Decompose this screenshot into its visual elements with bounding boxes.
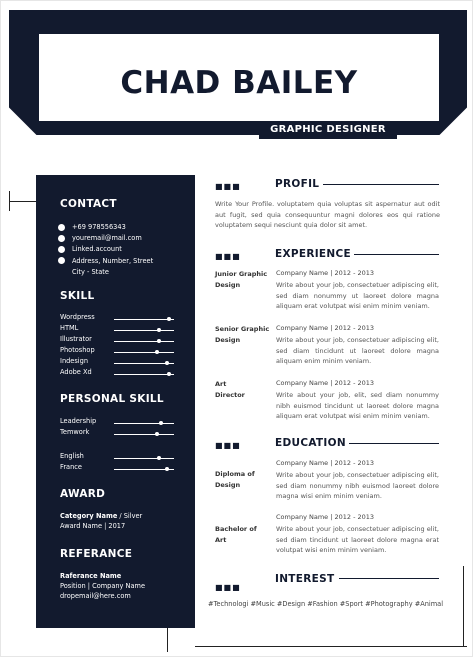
award-details <box>60 511 142 531</box>
skill-row <box>60 452 180 463</box>
skill-level-knob <box>167 317 171 321</box>
skill-track <box>114 330 174 331</box>
experience-role: Art Director <box>215 380 245 399</box>
referance-title: REFERANCE <box>60 548 133 560</box>
dots-icon: ■■■ <box>215 583 241 592</box>
contact-title: CONTACT <box>60 198 117 210</box>
referance-name: Raferance Name <box>60 572 122 580</box>
skill-label: Adobe Xd <box>60 368 92 376</box>
profil-title: PROFIL <box>275 178 320 190</box>
skill-level-knob <box>157 328 161 332</box>
experience-meta: Company Name | 2012 - 2013 <box>276 379 375 387</box>
skill-label: English <box>60 452 84 460</box>
personal-skill-title: PERSONAL SKILL <box>60 393 164 405</box>
skill-row <box>60 335 180 346</box>
address-line-1: Address, Number, Street <box>72 257 154 265</box>
dots-icon: ■■■ <box>215 182 241 191</box>
address-line-2: City - State <box>72 267 109 276</box>
skill-row <box>60 428 180 439</box>
education-degree: Diploma of Design <box>215 470 255 489</box>
education-meta: Company Name | 2012 - 2013 <box>276 459 375 467</box>
candidate-name: CHAD BAILEY <box>120 65 358 101</box>
experience-title: EXPERIENCE <box>275 248 351 260</box>
skill-level-knob <box>155 350 159 354</box>
location-icon <box>58 257 65 264</box>
interest-tags: #Technologi #Music #Design #Fashion #Sport #Photography #Animal <box>208 600 444 608</box>
skill-row <box>60 417 180 428</box>
email-icon <box>58 235 65 242</box>
experience-desc: Write about your job, consectetuer adipiscing elit, sed diam tincidunt ut laoreet dolore magna aliquam enim minim veniam. <box>276 336 439 366</box>
skill-row <box>60 346 180 357</box>
skill-label: Temwork <box>60 428 90 436</box>
skill-row <box>60 357 180 368</box>
skill-row <box>60 368 180 379</box>
experience-desc: Write about your job, elit, sed diam nonummy nibh euismod tincidunt ut laoreet dolore magna aliquam erat volutpat wisi enim minim veniam. <box>276 391 439 421</box>
skill-row <box>60 313 180 324</box>
education-desc: Write about your job, consectetuer adipiscing elit, sed diam nonummy nibh euismod laoreet dolore magna wisi enim minim veniam. <box>276 471 439 501</box>
skill-label: HTML <box>60 324 79 332</box>
skill-track <box>114 423 174 424</box>
education-meta: Company Name | 2012 - 2013 <box>276 513 375 521</box>
right-accent-line <box>463 566 464 646</box>
skill-level-knob <box>165 467 169 471</box>
award-category: Category Name <box>60 512 118 520</box>
skill-label: Wordpress <box>60 313 95 321</box>
skill-track <box>114 341 174 342</box>
email-text: youremail@mail.com <box>72 234 142 242</box>
skill-row <box>60 324 180 335</box>
referance-email: dropemail@here.com <box>60 592 131 600</box>
skill-level-knob <box>157 456 161 460</box>
phone-text: +69 978556343 <box>72 223 126 231</box>
contact-address <box>58 256 153 277</box>
experience-meta: Company Name | 2012 - 2013 <box>276 269 375 277</box>
experience-meta: Company Name | 2012 - 2013 <box>276 324 375 332</box>
experience-role: Senior Graphic Design <box>215 325 270 344</box>
skill-track <box>114 374 174 375</box>
bottom-rule <box>195 646 467 647</box>
referance-details <box>60 571 145 601</box>
skill-level-knob <box>155 432 159 436</box>
award-title: AWARD <box>60 488 106 500</box>
experience-role: Junior Graphic Design <box>215 270 268 289</box>
skill-track <box>114 352 174 353</box>
skill-level-knob <box>159 421 163 425</box>
education-title: EDUCATION <box>275 437 346 449</box>
interest-heading <box>215 573 440 592</box>
award-name: Award Name | 2017 <box>60 522 126 530</box>
skill-label: France <box>60 463 82 471</box>
skill-track <box>114 434 174 435</box>
dots-icon: ■■■ <box>215 252 241 261</box>
skill-label: Photoshop <box>60 346 95 354</box>
interest-rule <box>339 578 439 579</box>
skill-row <box>60 463 180 474</box>
skill-level-knob <box>157 339 161 343</box>
address-text <box>72 256 153 277</box>
referance-position: Position | Company Name <box>60 582 146 590</box>
education-degree: Bachelor of Art <box>215 525 257 544</box>
left-accent-line <box>9 201 36 202</box>
skill-track <box>114 319 174 320</box>
skill-title: SKILL <box>60 290 95 302</box>
phone-icon <box>58 224 65 231</box>
experience-rule <box>354 254 439 255</box>
contact-phone <box>58 223 126 231</box>
profil-text: Write Your Profile. voluptatem quia voluptas sit aspernatur aut odit aut fugit, sed quia consequuntur magni dolores eos qui ratione voluptatem sequi nesciunt quia dolor sit amet. <box>215 200 440 230</box>
experience-desc: Write about your job, consectetuer adipiscing elit, sed diam nonummy ut laoreet dolore magna aliquam erat volutpat wisi enim minim veniam. <box>276 281 439 311</box>
left-accent-tick <box>9 191 10 211</box>
interest-title: INTEREST <box>275 573 335 585</box>
contact-email <box>58 234 142 242</box>
skill-level-knob <box>165 361 169 365</box>
education-desc: Write about your job, consectetuer adipiscing elit, sed diam tincidunt ut laoreet dolore magna erat volutpat wisi enim minim veniam. <box>276 525 439 555</box>
profil-rule <box>323 184 439 185</box>
contact-linkedin <box>58 245 122 253</box>
linkedin-icon <box>58 246 65 253</box>
linkedin-text: Linked.account <box>72 245 122 253</box>
bottom-accent-tick <box>167 628 168 652</box>
skill-label: Indesign <box>60 357 88 365</box>
skill-level-knob <box>167 372 171 376</box>
sidebar <box>36 175 195 628</box>
award-level: / Silver <box>117 512 143 520</box>
job-title-badge: GRAPHIC DESIGNER <box>259 121 397 139</box>
dots-icon: ■■■ <box>215 441 241 450</box>
skill-label: Illustrator <box>60 335 92 343</box>
skill-label: Leadership <box>60 417 97 425</box>
education-rule <box>349 443 439 444</box>
skill-track <box>114 458 174 459</box>
